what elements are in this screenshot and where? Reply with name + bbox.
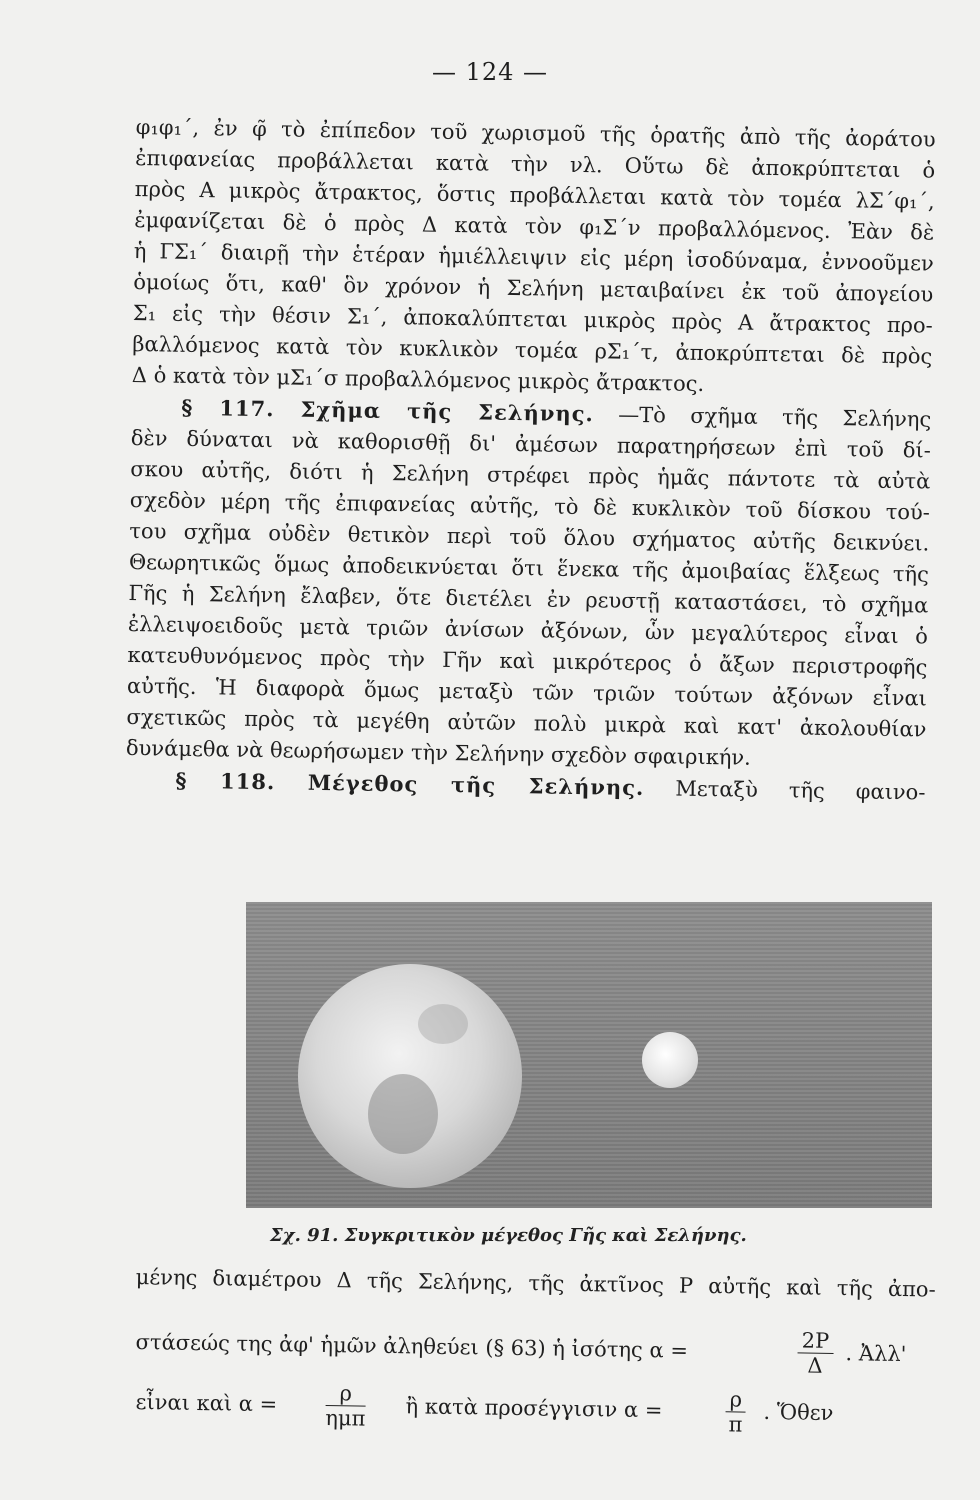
numerator: 2Ρ xyxy=(798,1328,834,1354)
equation-tail: . Ὅθεν xyxy=(763,1399,834,1425)
text-line: κατευθυνόμενος πρὸς τὴν Γῆν καὶ μικρότερος ὁ ἄξων περιστροφῆς xyxy=(127,642,928,680)
fraction-rho-over-hmp xyxy=(325,1381,366,1431)
text-line: Γῆς ἡ Σελήνη ἔλαβεν, ὅτε διετέλει ἐν ρευστῇ καταστάσει, τὸ σχῆμα xyxy=(128,580,929,618)
page-number: — 124 — xyxy=(431,58,549,86)
text-line: βαλλόμενος κατὰ τὸν κυκλικὸν τομέα ρΣ₁΄τ, ἀποκρύπτεται δὲ πρὸς xyxy=(132,331,933,369)
numerator: ρ xyxy=(726,1387,747,1412)
text-line: ἐλλειψοειδοῦς μετὰ τριῶν ἀνίσων ἀξόνων, ὧν μεγαλύτερος εἶναι ὁ xyxy=(127,611,929,649)
equation-text: ἢ κατὰ προσέγγισιν α = xyxy=(405,1394,663,1423)
main-text-block xyxy=(125,112,936,808)
text-line: φ₁φ₁΄, ἐν φ̃ τὸ ἐπίπεδον τοῦ χωρισμοῦ τῆς ὁρατῆς ἀπὸ τῆς ἀοράτου xyxy=(135,114,936,152)
section-117-text-start: —Τὸ σχῆμα τῆς Σελήνης xyxy=(618,402,932,432)
equation-text: στάσεώς της ἀφ' ἡμῶν ἀληθεύει (§ 63) ἡ ἰσότης α = xyxy=(135,1329,689,1363)
denominator: ημπ xyxy=(325,1405,366,1431)
equation-text: εἶναι καὶ α = xyxy=(135,1389,278,1417)
section-118-text-start: Μεταξὺ τῆς φαινο- xyxy=(675,776,926,805)
text-line: σχεδὸν μέρη τῆς ἐπιφανείας αὐτῆς, τὸ δὲ κυκλικὸν τοῦ δίσκου τού- xyxy=(129,487,930,525)
text-line: πρὸς Α μικρὸς ἄτρακτος, ὅστις προβάλλεται κατὰ τὸν τομέα λΣ΄φ₁΄, xyxy=(134,176,935,214)
earth-continent-shade xyxy=(368,1074,438,1154)
earth-image xyxy=(298,964,522,1188)
text-line: μένης διαμέτρου Δ τῆς Σελήνης, τῆς ἀκτῖνος Ρ αὐτῆς καὶ τῆς ἀπο- xyxy=(135,1264,936,1302)
text-line: Δ ὁ κατὰ τὸν μΣ₁΄σ προβαλλόμενος μικρὸς ἄτρακτος. xyxy=(131,362,705,396)
text-line: σκου αὐτῆς, διότι ἡ Σελήνη στρέφει πρὸς ἡμᾶς πάντοτε τὰ αὐτὰ xyxy=(130,456,931,494)
earth-continent-shade xyxy=(418,1004,468,1044)
text-line: ἐπιφανείας προβάλλεται κατὰ τὴν νλ. Οὕτω δὲ ἀποκρύπτεται ὁ xyxy=(135,145,936,183)
text-line: του σχῆμα οὐδὲν θετικὸν περὶ τοῦ ὅλου σχήματος αὐτῆς δεικνύει. xyxy=(129,518,930,556)
text-line: Θεωρητικῶς ὅμως ἀποδεικνύεται ὅτι ἕνεκα τῆς ἀμοιβαίας ἕλξεως τῆς xyxy=(128,549,930,587)
text-line: ἡ ΓΣ₁΄ διαιρῇ τὴν ἑτέραν ἡμιέλλειψιν εἰς μέρη ἰσοδύναμα, ἐννοοῦμεν xyxy=(133,238,934,276)
text-line: ὁμοίως ὅτι, καθ' ὃν χρόνον ἡ Σελήνη μεταιβαίνει ἐκ τοῦ ἀπογείου xyxy=(133,269,934,307)
denominator: Δ xyxy=(807,1353,823,1378)
numerator: ρ xyxy=(326,1381,366,1407)
fraction-2P-over-Delta xyxy=(797,1328,833,1378)
denominator: π xyxy=(728,1412,743,1437)
equation-tail: . Ἀλλ' xyxy=(845,1341,907,1367)
section-118-heading: § 118. Μέγεθος τῆς Σελήνης. xyxy=(175,767,645,801)
continuation-text-block xyxy=(136,1262,936,1306)
text-line: δὲν δύναται νὰ καθορισθῇ δι' ἀμέσων παρατηρήσεων ἐπὶ τοῦ δί- xyxy=(130,425,931,463)
text-line: ἐμφανίζεται δὲ ὁ πρὸς Δ κατὰ τὸν φ₁Σ΄ν προβαλλόμενος. Ἐὰν δὲ xyxy=(134,207,935,245)
fraction-rho-over-pi xyxy=(725,1387,746,1436)
moon-image xyxy=(642,1032,698,1088)
text-line: δυνάμεθα νὰ θεωρήσωμεν τὴν Σελήνην σχεδὸν σφαιρικήν. xyxy=(125,735,752,770)
figure-caption: Σχ. 91. Συγκριτικὸν μέγεθος Γῆς καὶ Σελήνης. xyxy=(270,1225,747,1246)
section-117-heading: § 117. Σχῆμα τῆς Σελήνης. xyxy=(181,394,595,427)
text-line: σχετικῶς πρὸς τὰ μεγέθη αὐτῶν πολὺ μικρὰ καὶ κατ' ἀκολουθίαν xyxy=(126,704,927,742)
text-line: αὐτῆς. Ἡ διαφορὰ ὅμως μεταξὺ τῶν τριῶν τούτων ἀξόνων εἶναι xyxy=(126,673,928,711)
equation-line-2 xyxy=(135,1378,936,1451)
text-line: Σ₁ εἰς τὴν θέσιν Σ₁΄, ἀποκαλύπτεται μικρὸς πρὸς Α ἄτρακτος προ- xyxy=(132,300,933,338)
earth-moon-figure xyxy=(246,902,932,1208)
